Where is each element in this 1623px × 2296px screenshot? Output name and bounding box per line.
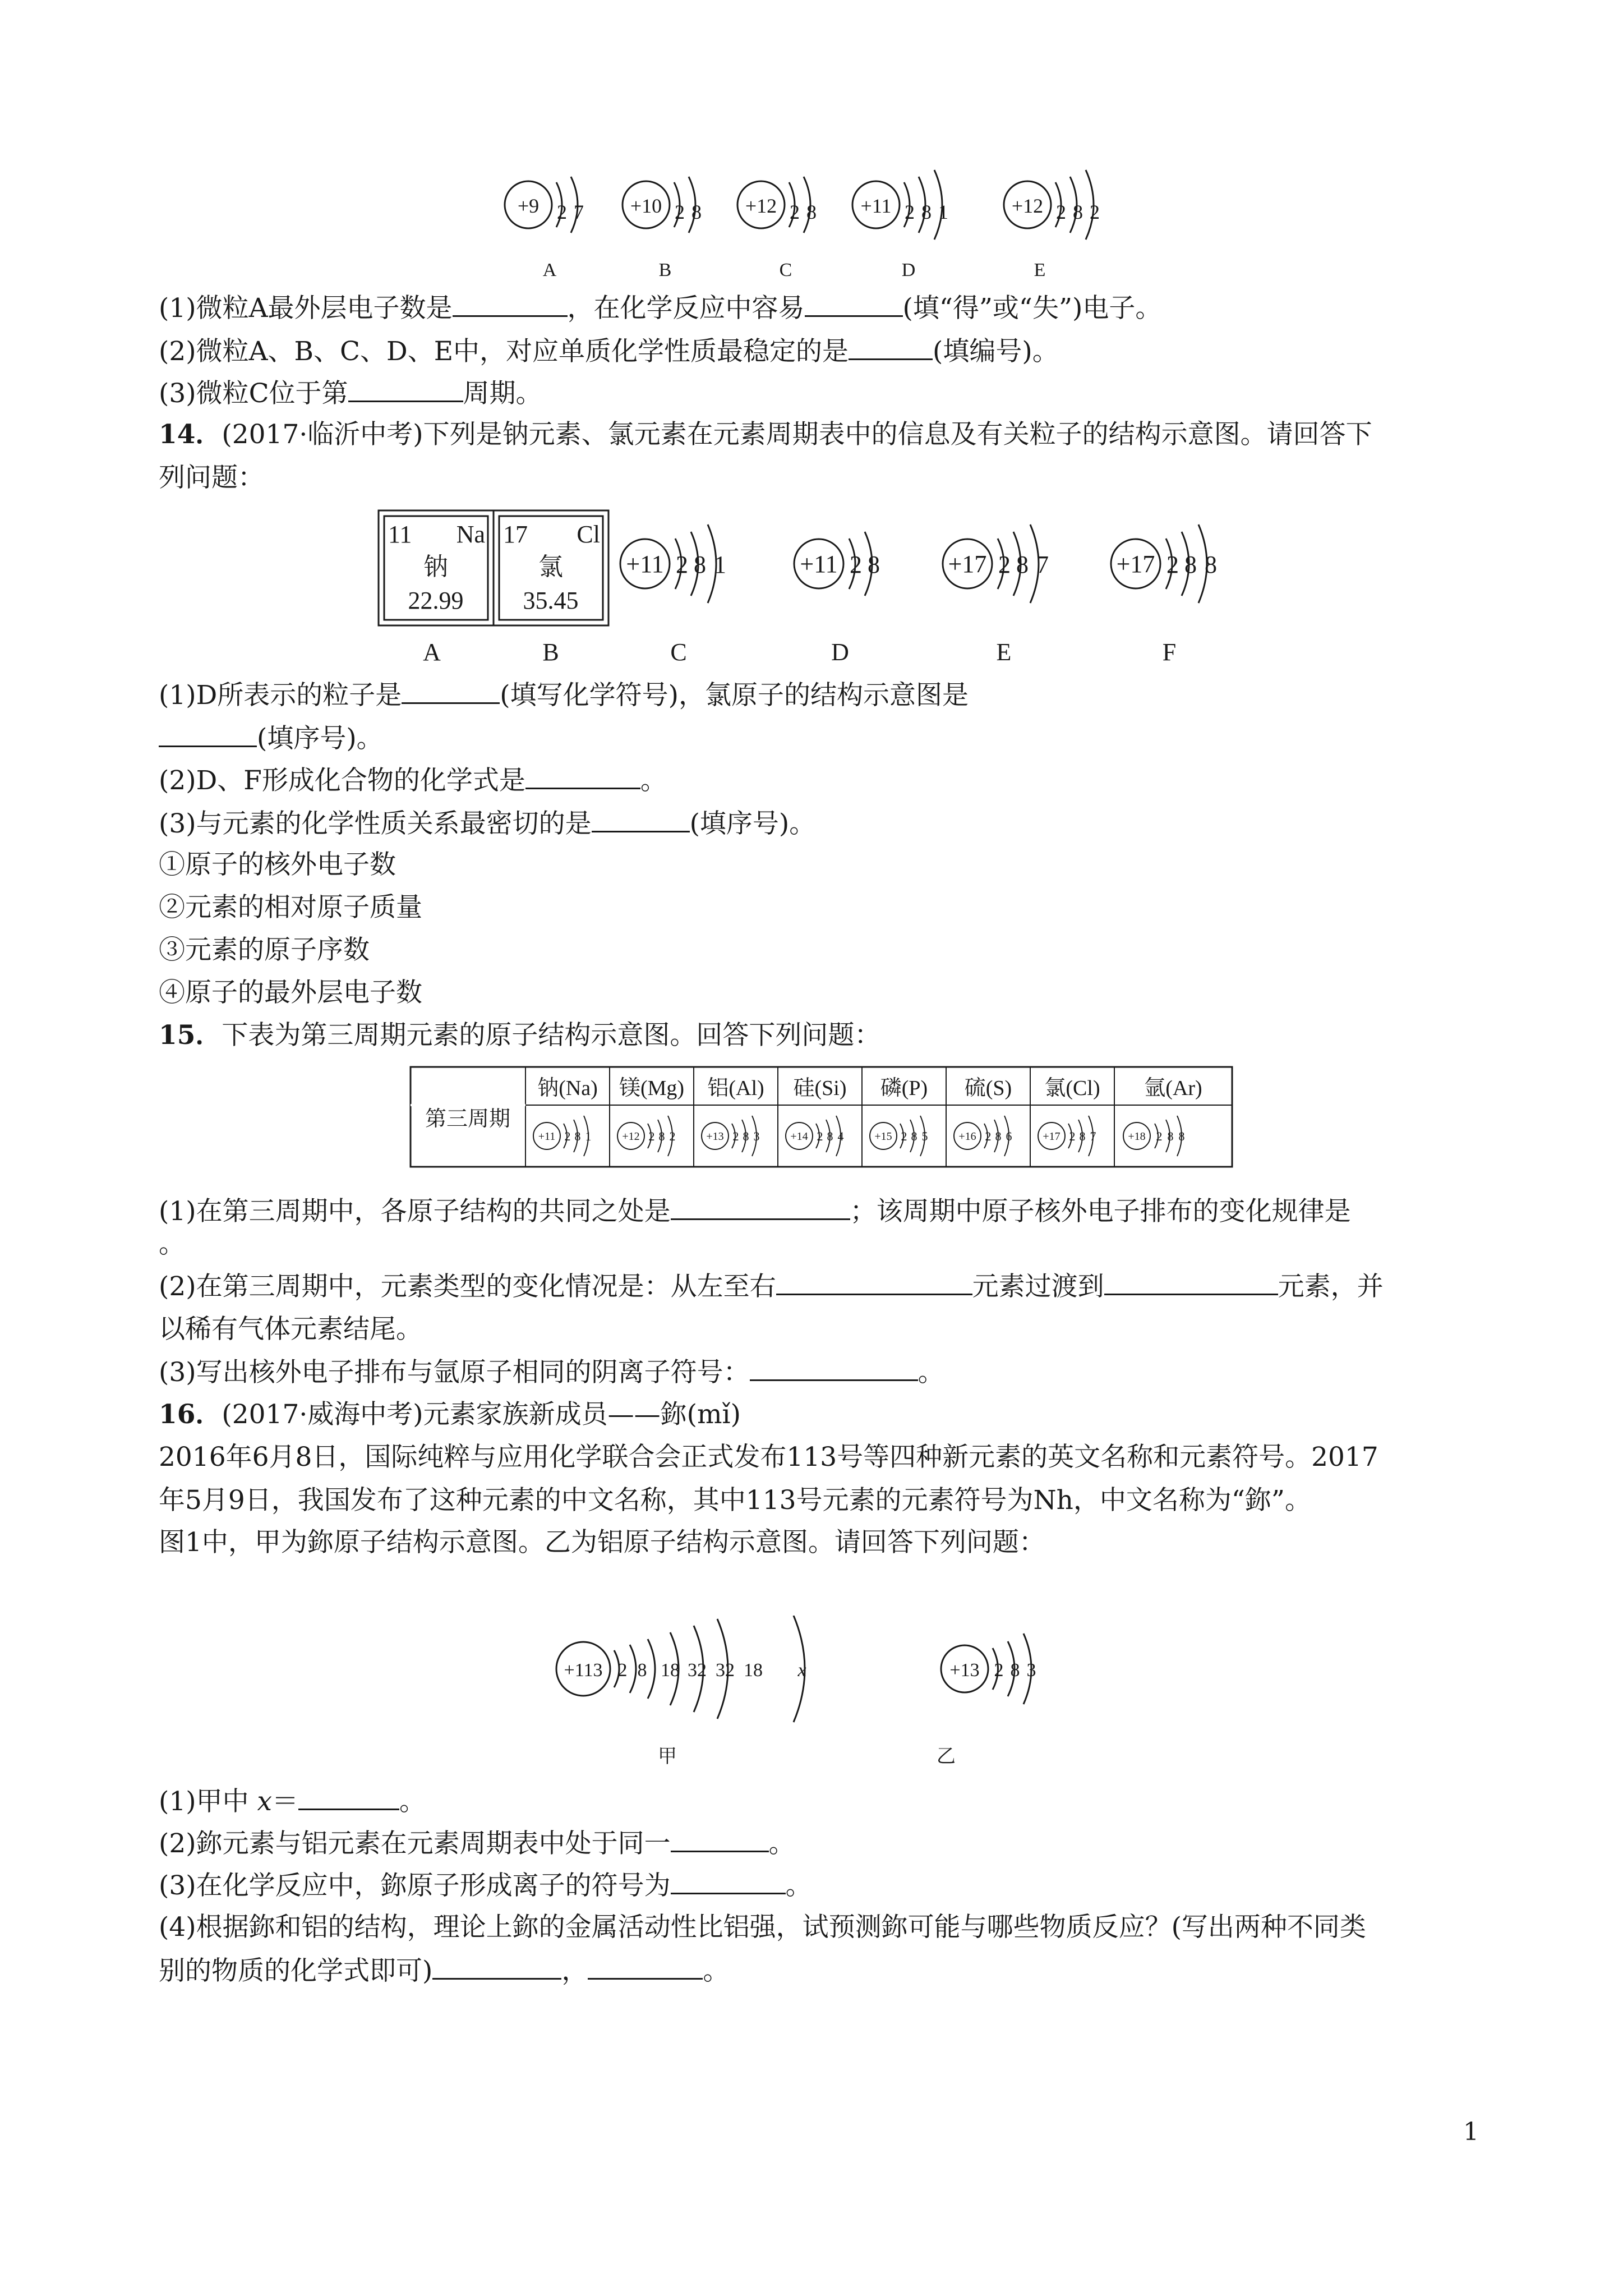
q15-part3: (3)写出核外电子排布与氩原子相同的阴离子符号： 。 xyxy=(159,1355,944,1389)
q15-part1-line1: (1)在第三周期中，各原子结构的共同之处是 ；该周期中原子核外电子排布的变化规律是 xyxy=(159,1194,1351,1228)
q15-part2-line1: (2)在第三周期中，元素类型的变化情况是：从左至右 元素过渡到 元素，并 xyxy=(159,1269,1384,1304)
svg-text:2: 2 xyxy=(998,551,1011,578)
atom-aluminum xyxy=(937,1634,1036,1767)
element-cell-silicon xyxy=(786,1076,847,1156)
answer-blank[interactable] xyxy=(588,1953,703,1980)
svg-text:8: 8 xyxy=(743,1129,749,1143)
q14-part2: (2)D、F形成化合物的化学式是 。 xyxy=(159,763,667,798)
figure-label: E xyxy=(996,638,1012,666)
svg-text:+11: +11 xyxy=(538,1130,556,1143)
answer-blank[interactable] xyxy=(1104,1269,1278,1295)
svg-text:8: 8 xyxy=(691,201,702,223)
q14-option-4: ④原子的最外层电子数 xyxy=(159,977,422,1008)
figure-label: 甲 xyxy=(658,1746,677,1767)
svg-text:32: 32 xyxy=(716,1660,735,1681)
svg-text:+14: +14 xyxy=(790,1130,808,1143)
svg-text:硫(S): 硫(S) xyxy=(964,1076,1012,1100)
svg-text:钠: 钠 xyxy=(423,553,448,581)
svg-text:+12: +12 xyxy=(745,195,777,217)
element-cell-magnesium xyxy=(617,1076,684,1156)
figure-label: D xyxy=(831,638,849,666)
periodic-cell-chlorine xyxy=(494,510,608,666)
element-cell-chlorine xyxy=(1038,1076,1100,1156)
atom-label: A xyxy=(542,260,557,280)
q16-title: 16．(2017·威海中考)元素家族新成员——鉨(mǐ) xyxy=(159,1399,741,1430)
svg-text:4: 4 xyxy=(837,1129,844,1143)
svg-text:18: 18 xyxy=(661,1660,680,1681)
svg-text:+10: +10 xyxy=(630,195,662,217)
svg-text:钠(Na): 钠(Na) xyxy=(537,1076,598,1100)
svg-text:7: 7 xyxy=(574,201,584,223)
answer-blank[interactable] xyxy=(402,678,500,704)
q15-part1-line2: 。 xyxy=(159,1228,185,1259)
figure-label: B xyxy=(542,638,559,666)
svg-text:17: 17 xyxy=(503,521,528,548)
svg-text:氯: 氯 xyxy=(538,553,563,581)
svg-text:35.45: 35.45 xyxy=(523,587,579,614)
svg-text:+11: +11 xyxy=(800,550,838,578)
answer-blank[interactable] xyxy=(525,763,640,789)
svg-text:8: 8 xyxy=(995,1129,1002,1143)
svg-text:+12: +12 xyxy=(622,1130,640,1143)
q15-intro: 15．下表为第三周期元素的原子结构示意图。回答下列问题： xyxy=(159,1020,881,1051)
svg-text:+18: +18 xyxy=(1128,1130,1146,1143)
fig13-atom-diagrams xyxy=(494,151,1155,292)
element-cell-aluminum xyxy=(702,1076,764,1156)
q16-part1: (1)甲中 x＝ 。 xyxy=(159,1784,426,1819)
atom-label: E xyxy=(1034,260,1046,280)
atom-F xyxy=(1111,524,1217,666)
q16-para-line3: 图1中，甲为鉨原子结构示意图。乙为铝原子结构示意图。请回答下列问题： xyxy=(159,1527,1045,1558)
svg-text:+17: +17 xyxy=(1043,1130,1061,1143)
svg-text:2: 2 xyxy=(675,201,685,223)
atom-C xyxy=(620,524,726,666)
q14-option-1: ①原子的核外电子数 xyxy=(159,849,396,880)
svg-text:2: 2 xyxy=(617,1660,628,1681)
svg-text:8: 8 xyxy=(921,201,932,223)
svg-text:8: 8 xyxy=(806,201,817,223)
atom-E xyxy=(1004,170,1100,280)
atom-B xyxy=(623,177,702,280)
svg-text:+113: +113 xyxy=(564,1660,603,1681)
svg-text:磷(P): 磷(P) xyxy=(880,1076,928,1100)
svg-text:7: 7 xyxy=(1036,551,1049,578)
svg-text:3: 3 xyxy=(753,1129,760,1143)
svg-text:2: 2 xyxy=(1069,1129,1076,1143)
q14-part3: (3)与元素的化学性质关系最密切的是 (填序号)。 xyxy=(159,806,815,841)
atom-D xyxy=(852,170,948,280)
svg-text:2: 2 xyxy=(790,201,800,223)
q15-period3-table xyxy=(409,1066,1234,1172)
atom-label: D xyxy=(901,260,916,280)
answer-blank[interactable] xyxy=(671,1826,769,1852)
row-header: 第三周期 xyxy=(425,1107,511,1131)
svg-text:1: 1 xyxy=(585,1129,592,1143)
svg-text:8: 8 xyxy=(911,1129,917,1143)
atom-label: C xyxy=(779,260,792,280)
svg-text:6: 6 xyxy=(1006,1129,1012,1143)
svg-text:8: 8 xyxy=(827,1129,833,1143)
answer-blank[interactable] xyxy=(592,806,690,832)
svg-text:1: 1 xyxy=(938,201,948,223)
answer-blank[interactable] xyxy=(453,291,568,317)
element-cell-sodium xyxy=(533,1076,598,1156)
svg-text:+13: +13 xyxy=(949,1660,980,1681)
svg-text:8: 8 xyxy=(637,1660,647,1681)
svg-text:8: 8 xyxy=(1184,551,1197,578)
q14-option-2: ②元素的相对原子质量 xyxy=(159,892,422,923)
atom-E xyxy=(943,524,1049,666)
q14-intro-line2: 列问题： xyxy=(159,462,264,493)
svg-text:8: 8 xyxy=(658,1129,665,1143)
answer-blank[interactable] xyxy=(849,334,933,360)
svg-text:硅(Si): 硅(Si) xyxy=(793,1076,847,1100)
svg-text:8: 8 xyxy=(694,551,706,578)
svg-text:氩(Ar): 氩(Ar) xyxy=(1144,1076,1202,1100)
svg-text:2: 2 xyxy=(732,1129,739,1143)
element-cell-sulfur xyxy=(954,1076,1012,1156)
svg-text:+16: +16 xyxy=(958,1130,976,1143)
q13-part1: (1)微粒A最外层电子数是 ，在化学反应中容易 (填“得”或“失”)电子。 xyxy=(159,291,1161,325)
svg-text:8: 8 xyxy=(1073,201,1083,223)
q14-figure xyxy=(376,508,1262,670)
svg-text:+17: +17 xyxy=(1116,550,1155,578)
svg-text:32: 32 xyxy=(688,1660,707,1681)
nucleus-charge: +9 xyxy=(517,195,540,217)
figure-label: C xyxy=(670,638,687,666)
periodic-cell-sodium xyxy=(379,510,494,666)
svg-text:2: 2 xyxy=(1166,551,1179,578)
svg-text:5: 5 xyxy=(921,1129,928,1143)
element-cell-argon xyxy=(1123,1076,1202,1156)
svg-text:2: 2 xyxy=(1090,201,1100,223)
svg-text:+13: +13 xyxy=(706,1130,724,1143)
svg-text:8: 8 xyxy=(1178,1129,1185,1143)
atom-nihonium xyxy=(556,1616,806,1767)
q13-part2: (2)微粒A、B、C、D、E中，对应单质化学性质最稳定的是 (填编号)。 xyxy=(159,334,1059,369)
svg-text:8: 8 xyxy=(1079,1129,1086,1143)
answer-blank[interactable] xyxy=(671,1194,850,1220)
svg-text:+15: +15 xyxy=(874,1130,892,1143)
svg-text:8: 8 xyxy=(1016,551,1029,578)
svg-text:22.99: 22.99 xyxy=(408,587,464,614)
figure-label: F xyxy=(1162,638,1177,666)
atom-A xyxy=(505,177,584,280)
svg-text:8: 8 xyxy=(1010,1660,1020,1681)
answer-blank[interactable] xyxy=(776,1269,972,1295)
svg-text:7: 7 xyxy=(1090,1129,1096,1143)
figure-label: A xyxy=(423,638,441,666)
q14-part1-line2: (填序号)。 xyxy=(159,721,383,756)
q14-intro-line1: 14．(2017·临沂中考)下列是钠元素、氯元素在元素周期表中的信息及有关粒子的结构示意图。请回答下 xyxy=(159,419,1372,450)
svg-text:11: 11 xyxy=(388,521,412,548)
q16-para-line2: 年5月9日，我国发布了这种元素的中文名称，其中113号元素的元素符号为Nh，中文名称为“鉨”。 xyxy=(159,1485,1311,1516)
svg-text:8: 8 xyxy=(574,1129,581,1143)
svg-text:2: 2 xyxy=(905,201,915,223)
svg-text:1: 1 xyxy=(714,551,726,578)
svg-text:3: 3 xyxy=(1026,1660,1036,1681)
q14-part1-line1: (1)D所表示的粒子是 (填写化学符号)，氯原子的结构示意图是 xyxy=(159,678,969,712)
answer-blank[interactable] xyxy=(432,1953,561,1980)
answer-blank[interactable] xyxy=(348,376,463,402)
q16-figure xyxy=(552,1616,1108,1795)
svg-text:2: 2 xyxy=(669,1129,676,1143)
answer-blank[interactable] xyxy=(671,1868,786,1894)
svg-text:2: 2 xyxy=(994,1660,1004,1681)
svg-text:2: 2 xyxy=(557,201,567,223)
svg-text:2: 2 xyxy=(648,1129,655,1143)
svg-text:2: 2 xyxy=(817,1129,823,1143)
q16-part3: (3)在化学反应中，鉨原子形成离子的符号为 。 xyxy=(159,1868,812,1903)
svg-text:2: 2 xyxy=(985,1129,992,1143)
svg-text:2: 2 xyxy=(1056,201,1066,223)
svg-text:氯(Cl): 氯(Cl) xyxy=(1044,1076,1100,1100)
svg-text:+17: +17 xyxy=(948,550,987,578)
atom-C xyxy=(737,177,817,280)
svg-text:铝(Al): 铝(Al) xyxy=(707,1076,764,1100)
q15-part2-line2: 以稀有气体元素结尾。 xyxy=(159,1314,422,1345)
q16-part2: (2)鉨元素与铝元素在元素周期表中处于同一 。 xyxy=(159,1826,795,1861)
svg-text:+12: +12 xyxy=(1011,195,1044,217)
svg-text:2: 2 xyxy=(901,1129,907,1143)
element-cell-phosphorus xyxy=(870,1076,928,1156)
q16-part4-line1: (4)根据鉨和铝的结构，理论上鉨的金属活动性比铝强，试预测鉨可能与哪些物质反应？(写出两种不同类 xyxy=(159,1912,1366,1943)
svg-text:8: 8 xyxy=(868,551,880,578)
page-number: 1 xyxy=(1463,2118,1479,2146)
answer-blank[interactable] xyxy=(159,721,257,747)
svg-text:18: 18 xyxy=(744,1660,763,1681)
svg-text:镁(Mg): 镁(Mg) xyxy=(619,1076,685,1100)
answer-blank[interactable] xyxy=(298,1784,399,1810)
answer-blank[interactable] xyxy=(750,1355,918,1381)
svg-text:+11: +11 xyxy=(860,195,892,217)
svg-text:x: x xyxy=(797,1660,806,1681)
q16-para-line1: 2016年6月8日，国际纯粹与应用化学联合会正式发布113号等四种新元素的英文名称和元素符号。2017 xyxy=(159,1442,1378,1473)
q13-part3: (3)微粒C位于第 周期。 xyxy=(159,376,542,411)
atom-D xyxy=(794,532,880,666)
figure-label: 乙 xyxy=(937,1746,956,1767)
svg-text:8: 8 xyxy=(1205,551,1217,578)
svg-text:8: 8 xyxy=(1167,1129,1174,1143)
answer-blank[interactable] xyxy=(805,291,903,317)
svg-text:2: 2 xyxy=(564,1129,571,1143)
svg-text:2: 2 xyxy=(850,551,862,578)
q14-option-3: ③元素的原子序数 xyxy=(159,935,370,965)
svg-text:Cl: Cl xyxy=(577,521,600,548)
svg-text:Na: Na xyxy=(456,521,485,548)
svg-text:2: 2 xyxy=(676,551,688,578)
atom-label: B xyxy=(658,260,672,280)
q16-part4-line2: 别的物质的化学式即可) ， 。 xyxy=(159,1953,729,1988)
svg-text:2: 2 xyxy=(1156,1129,1163,1143)
svg-text:+11: +11 xyxy=(626,550,664,578)
